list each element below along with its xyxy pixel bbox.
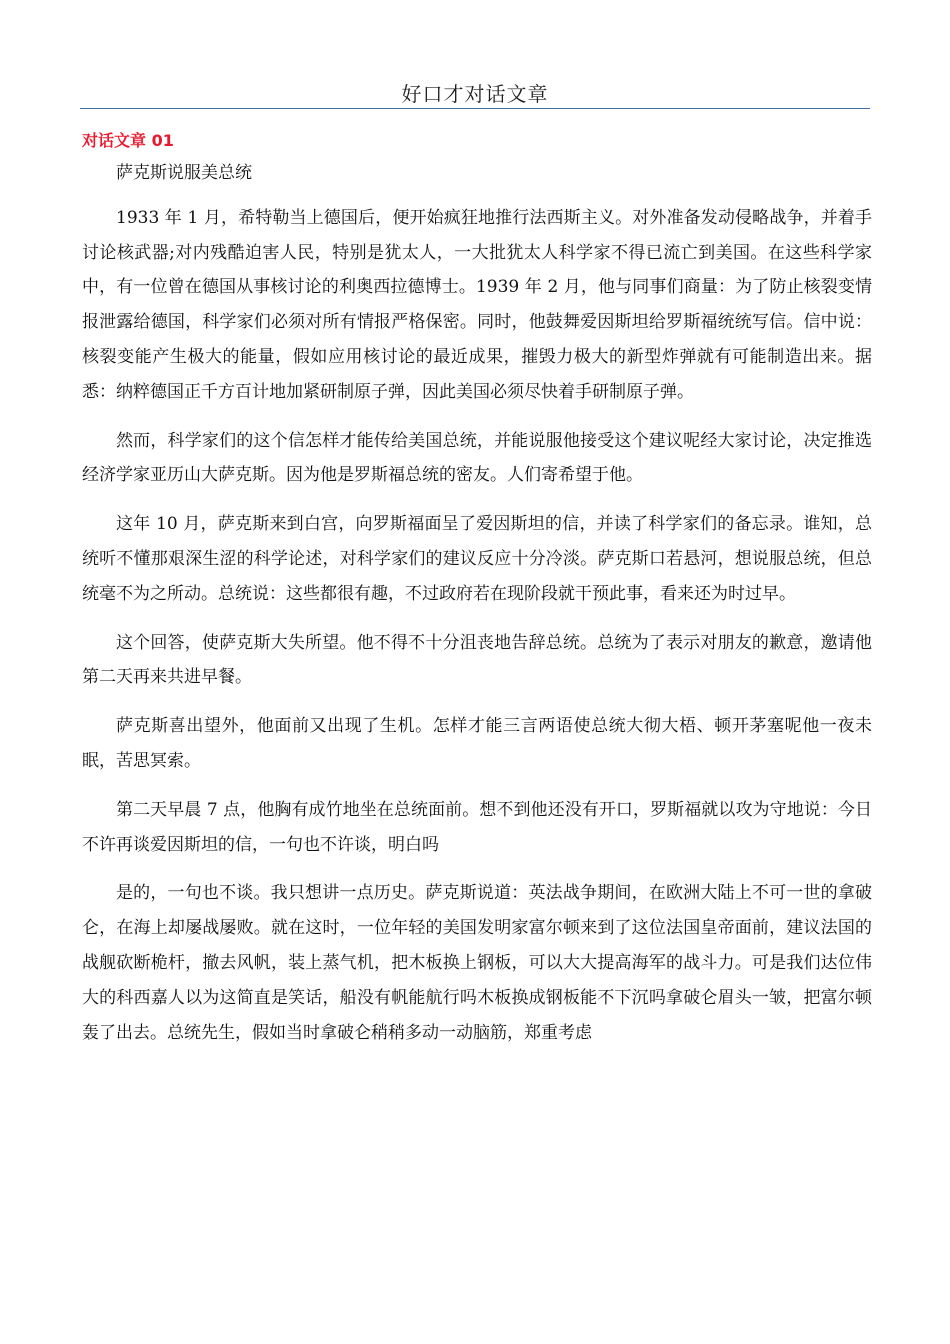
paragraph-2: 然而，科学家们的这个信怎样才能传给美国总统，并能说服他接受这个建议呢经大家讨论，决定推选经济学家亚历山大萨克斯。因为他是罗斯福总统的密友。人们寄希望于他。	[82, 430, 872, 486]
paragraph-7: 是的，一句也不谈。我只想讲一点历史。萨克斯说道：英法战争期间，在欧洲大陆上不可一世的拿破仑，在海上却屡战屡败。就在这时，一位年轻的美国发明家富尔顿来到了这位法国皇帝面前，建议法国的战舰砍断桅杆，撤去风帆，装上蒸气机，把木板换上钢板，可以大大提高海军的战斗力。可是我们达位伟大的科西嘉人以为这简直是笑话，船没有帆能航行吗木板换成钢板能不下沉吗拿破仑眉头一皱，把富尔顿轰了出去。总统先生，假如当时拿破仑稍稍多动一动脑筋，郑重考虑	[82, 883, 872, 1043]
paragraph-3: 这年 10 月，萨克斯来到白宫，向罗斯福面呈了爱因斯坦的信，并读了科学家们的备忘录。谁知，总统听不懂那艰深生涩的科学论述，对科学家们的建议反应十分冷淡。萨克斯口若悬河，想说服总统，但总统毫不为之所动。总统说：这些都很有趣，不过政府若在现阶段就干预此事，看来还为时过早。	[82, 514, 872, 604]
paragraph-5: 萨克斯喜出望外，他面前又出现了生机。怎样才能三言两语使总统大彻大梧、顿开茅塞呢他一夜未眠，苦思冥索。	[82, 716, 872, 771]
article-body	[82, 156, 872, 1064]
page-header-title: 好口才对话文章	[401, 82, 549, 106]
paragraph-4: 这个回答，使萨克斯大失所望。他不得不十分沮丧地告辞总统。总统为了表示对朋友的歉意，邀请他第二天再来共进早餐。	[82, 632, 872, 688]
article-subtitle: 萨克斯说服美总统	[116, 163, 252, 183]
paragraph-1: 1933 年 1 月，希特勒当上德国后，便开始疯狂地推行法西斯主义。对外准备发动侵略战争，并着手讨论核武器;对内残酷迫害人民，特别是犹太人，一大批犹太人科学家不得已流亡到美国。在这些科学家中，有一位曾在德国从事核讨论的利奥西拉德博士。1939 年 2 月，他与同事们商量：为了防止核裂变情报泄露给德国，科学家们必须对所有情报严格保密。同时，他鼓舞爱因斯坦给罗斯福统统写信。信中说：核裂变能产生极大的能量，假如应用核讨论的最近成果，摧毁力极大的新型炸弹就有可能制造出来。据悉：纳粹德国正千方百计地加紧研制原子弹，因此美国必须尽快着手研制原子弹。	[82, 207, 872, 402]
section-title: 对话文章 01	[82, 131, 174, 150]
paragraph-6: 第二天早晨 7 点，他胸有成竹地坐在总统面前。想不到他还没有开口，罗斯福就以攻为守地说：今日不许再谈爱因斯坦的信，一句也不许谈，明白吗	[82, 799, 872, 855]
header-divider	[80, 108, 870, 109]
